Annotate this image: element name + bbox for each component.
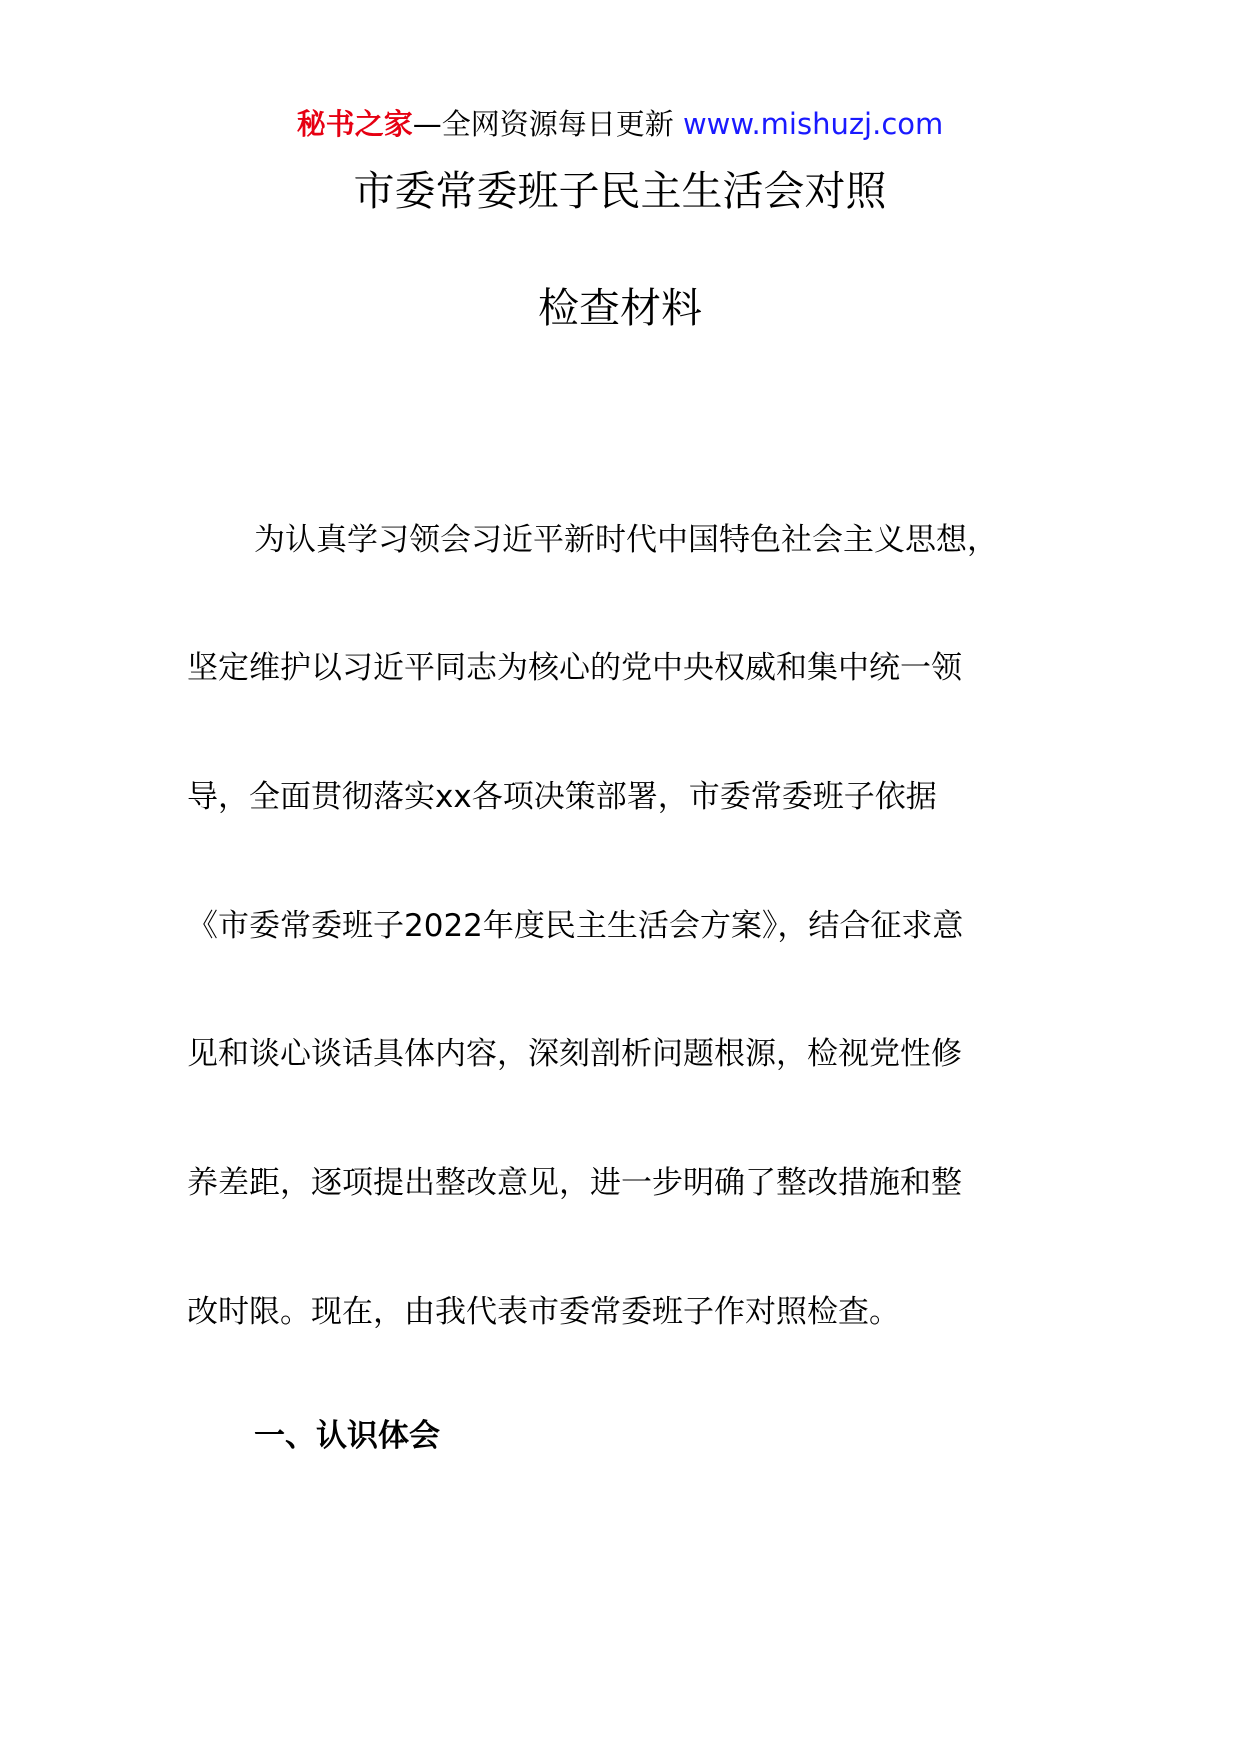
header-tagline: —全网资源每日更新 bbox=[412, 107, 674, 141]
section-heading-1: 一、认识体会 bbox=[254, 1418, 440, 1454]
paragraph-line: 坚定维护以习近平同志为核心的党中央权威和集中统一领 bbox=[187, 650, 962, 686]
paragraph-line: 为认真学习领会习近平新时代中国特色社会主义思想， bbox=[254, 522, 998, 558]
document-title-line-2: 检查材料 bbox=[538, 284, 702, 332]
paragraph-line: 见和谈心谈话具体内容，深刻剖析问题根源，检视党性修 bbox=[187, 1036, 962, 1072]
paragraph-line: 养差距，逐项提出整改意见，进一步明确了整改措施和整 bbox=[187, 1165, 962, 1201]
paragraph-line: 导，全面贯彻落实xx各项决策部署，市委常委班子依据 bbox=[187, 779, 937, 815]
brand-name: 秘书之家 bbox=[296, 107, 413, 141]
site-url-link[interactable]: www.mishuzj.com bbox=[682, 107, 944, 141]
paragraph-line: 《市委常委班子2022年度民主生活会方案》，结合征求意 bbox=[187, 908, 964, 944]
site-header bbox=[0, 104, 1240, 144]
paragraph-line: 改时限。现在，由我代表市委常委班子作对照检查。 bbox=[187, 1294, 900, 1330]
document-title-line-1: 市委常委班子民主生活会对照 bbox=[353, 167, 887, 215]
